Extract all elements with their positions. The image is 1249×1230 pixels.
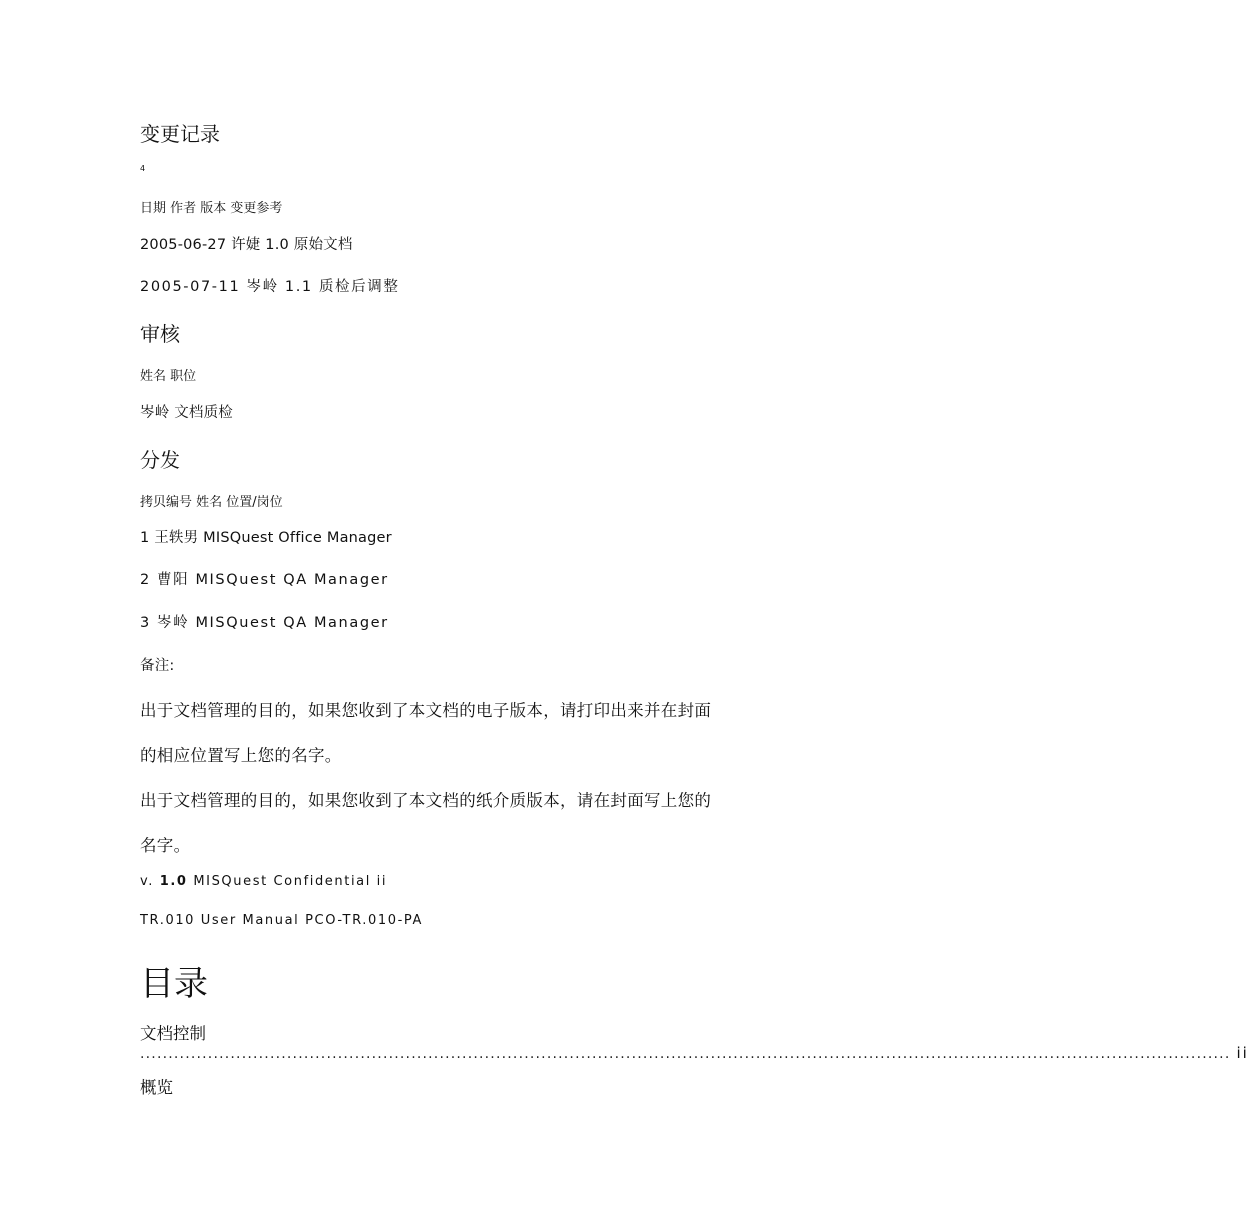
toc-entry-title[interactable]: 概览: [140, 1078, 173, 1097]
notes-line: 出于文档管理的目的，如果您收到了本文档的电子版本，请打印出来并在封面: [140, 701, 712, 720]
toc-heading: 目录: [140, 964, 208, 1004]
footer-prefix: v.: [140, 874, 160, 889]
toc-entry-title[interactable]: 文档控制: [140, 1024, 206, 1043]
notes-line: 名字。: [140, 836, 191, 855]
distribution-row: 2 曹阳 MISQuest QA Manager: [140, 572, 389, 588]
notes-label: 备注:: [140, 658, 175, 674]
review-row: 岑岭 文档质检: [140, 405, 234, 421]
distribution-heading: 分发: [140, 448, 180, 472]
notes-line: 的相应位置写上您的名字。: [140, 746, 342, 765]
distribution-row: 3 岑岭 MISQuest QA Manager: [140, 615, 389, 631]
footer-doc-line: TR.010 User Manual PCO-TR.010-PA: [140, 913, 423, 928]
footer-suffix: MISQuest Confidential ii: [187, 874, 388, 889]
notes-line: 出于文档管理的目的，如果您收到了本文档的纸介质版本，请在封面写上您的: [140, 791, 712, 810]
footer-version: 1.0: [159, 874, 188, 889]
change-log-header-row: 日期 作者 版本 变更参考: [140, 201, 283, 216]
change-log-row: 2005-06-27 许婕 1.0 原始文档: [140, 237, 353, 253]
review-heading: 审核: [140, 322, 180, 346]
superscript-marker: 4: [140, 164, 146, 173]
change-log-row: 2005-07-11 岑岭 1.1 质检后调整: [140, 279, 400, 295]
toc-entry-page: ii: [1236, 1044, 1249, 1062]
toc-entry-leader[interactable]: [140, 1044, 1249, 1066]
distribution-row: 1 王轶男 MISQuest Office Manager: [140, 530, 392, 546]
review-header-row: 姓名 职位: [140, 369, 197, 384]
distribution-header-row: 拷贝编号 姓名 位置/岗位: [140, 495, 283, 510]
change-log-heading: 变更记录: [140, 122, 220, 146]
footer-version-line: [140, 874, 387, 889]
toc-dot-leader: .................................................................................................................................................................................................: [140, 1046, 1231, 1062]
